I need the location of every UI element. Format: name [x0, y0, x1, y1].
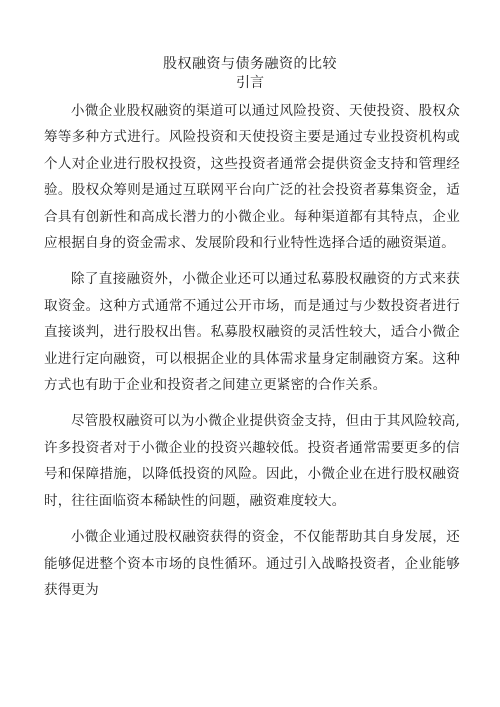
paragraph-3: 尽管股权融资可以为小微企业提供资金支持，但由于其风险较高,许多投资者对于小微企业的投资兴趣较低。投资者通常需要更多的信号和保障措施，以降低投资的风险。因此，小微企业在进行股权融资时，往往面临资本稀缺性的问题，融资难度较大。 [44, 413, 460, 509]
paragraph-4: 小微企业通过股权融资获得的资金，不仅能帮助其自身发展，还能够促进整个资本市场的良性循环。通过引入战略投资者，企业能够获得更为 [44, 529, 460, 598]
document-title: 股权融资与债务融资的比较 [163, 56, 337, 72]
document-subtitle: 引言 [236, 75, 264, 91]
document-body [44, 98, 460, 613]
paragraph-2: 除了直接融资外，小微企业还可以通过私募股权融资的方式来获取资金。这种方式通常不通过公开市场，而是通过与少数投资者进行直接谈判，进行股权出售。私募股权融资的灵活性较大，适合小微企业进行定向融资，可以根据企业的具体需求量身定制融资方案。这种方式也有助于企业和投资者之间建立更紧密的合作关系。 [44, 271, 460, 394]
paragraph-1: 小微企业股权融资的渠道可以通过风险投资、天使投资、股权众筹等多种方式进行。风险投资和天使投资主要是通过专业投资机构或个人对企业进行股权投资，这些投资者通常会提供资金支持和管理经验。股权众筹则是通过互联网平台向广泛的社会投资者募集资金，适合具有创新性和高成长潜力的小微企业。每种渠道都有其特点，企业应根据自身的资金需求、发展阶段和行业特性选择合适的融资渠道。 [44, 103, 460, 252]
